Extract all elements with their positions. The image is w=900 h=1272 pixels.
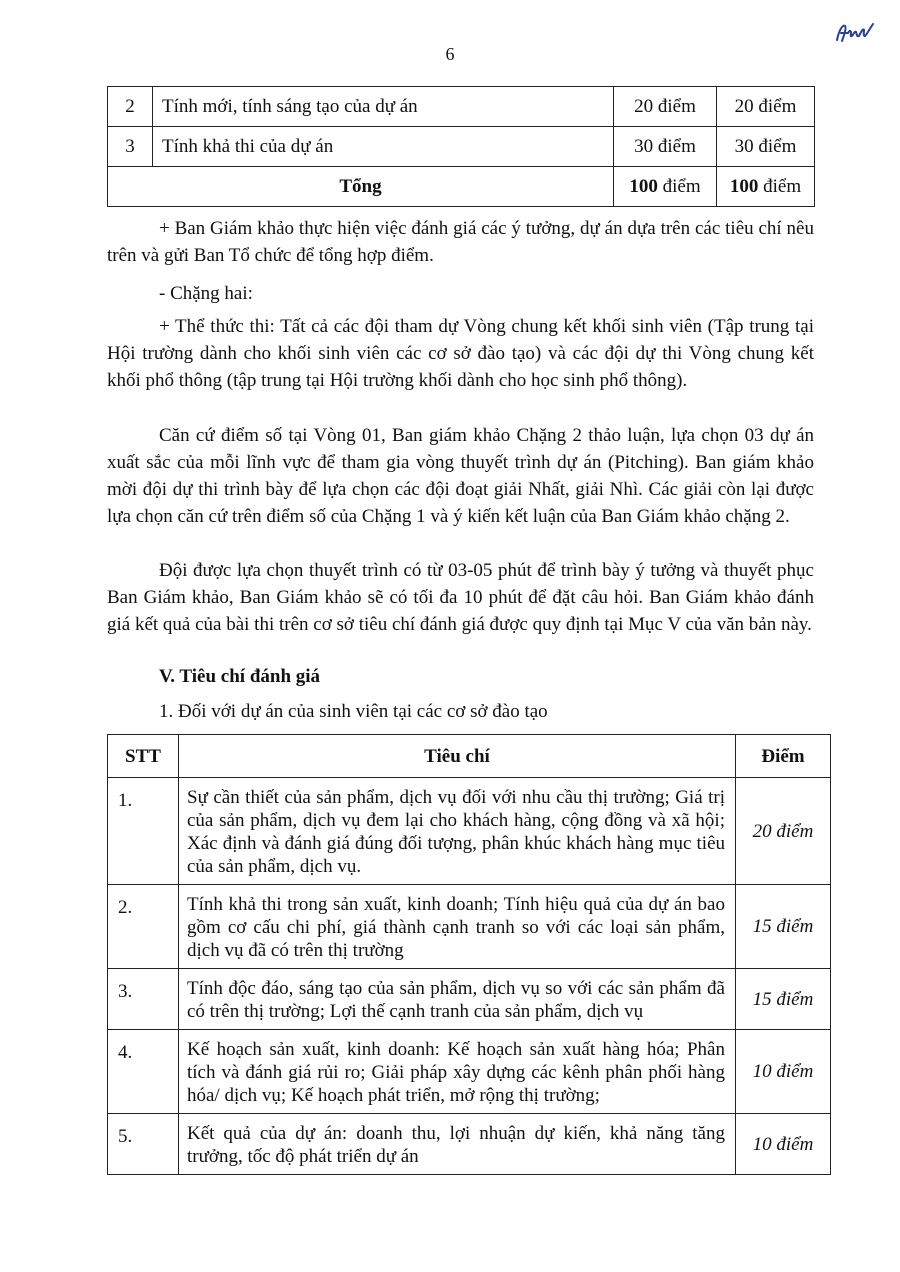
score-table: [107, 86, 815, 207]
total-max-cell: [614, 167, 717, 207]
total-max-unit: điểm: [657, 175, 701, 197]
criteria-row: [108, 778, 831, 885]
paragraph-pitching-selection: Căn cứ điểm số tại Vòng 01, Ban giám khảo Chặng 2 thảo luận, lựa chọn 03 dự án xuất sắc của mỗi lĩnh vực để tham gia vòng thuyết trình dự án (Pitching). Ban giám khảo mời đội dự thi trình bày để lựa chọn các đội đoạt giải Nhất, giải Nhì. Các giải còn lại được lựa chọn căn cứ trên điểm số của Chặng 1 và ý kiến kết luận của Ban Giám khảo chặng 2.: [107, 425, 814, 527]
header-criterion: Tiêu chí: [179, 735, 736, 778]
criteria-stt: 1.: [108, 778, 179, 885]
criteria-stt: 3.: [108, 969, 179, 1030]
criteria-points: 15 điểm: [736, 885, 831, 969]
score-cell: 30 điểm: [717, 127, 815, 167]
score-row: [108, 87, 815, 127]
row-number: 3: [108, 127, 153, 167]
total-label: Tổng: [108, 167, 614, 207]
criteria-description: Tính khả thi trong sản xuất, kinh doanh; Tính hiệu quả của dự án bao gồm cơ cấu chi phí, giá thành cạnh tranh so với các loại sản phẩm, dịch vụ đã có trên thị trường: [179, 885, 736, 969]
paragraph-presentation-rules: Đội được lựa chọn thuyết trình có từ 03-05 phút để trình bày ý tưởng và thuyết phục Ban Giám khảo, Ban Giám khảo sẽ có tối đa 10 phút để đặt câu hỏi. Ban Giám khảo đánh giá kết quả của bài thi trên cơ sở tiêu chí đánh giá được quy định tại Mục V của văn bản này.: [107, 560, 814, 635]
paragraph-stage-two: - Chặng hai:: [159, 283, 253, 304]
section-heading: V. Tiêu chí đánh giá: [159, 666, 321, 687]
criterion-cell: Tính khả thi của dự án: [153, 127, 614, 167]
criteria-row: [108, 1030, 831, 1114]
paragraph-evaluation-note: + Ban Giám khảo thực hiện việc đánh giá các ý tưởng, dự án dựa trên các tiêu chí nêu trên và gửi Ban Tổ chức để tổng hợp điểm.: [107, 218, 814, 266]
subsection-title: 1. Đối với dự án của sinh viên tại các cơ sở đào tạo: [159, 701, 548, 722]
criteria-stt: 5.: [108, 1114, 179, 1175]
total-max-number: 100: [629, 175, 658, 197]
criteria-points: 20 điểm: [736, 778, 831, 885]
criteria-table: [107, 734, 831, 1175]
criteria-points: 10 điểm: [736, 1030, 831, 1114]
criteria-stt: 2.: [108, 885, 179, 969]
criteria-row: [108, 969, 831, 1030]
header-stt: STT: [108, 735, 179, 778]
total-score-cell: [717, 167, 815, 207]
row-number: 2: [108, 87, 153, 127]
criteria-description: Sự cần thiết của sản phẩm, dịch vụ đối với nhu cầu thị trường; Giá trị của sản phẩm, dịch vụ đem lại cho khách hàng, cộng đồng và xã hội; Xác định và đánh giá đúng đối tượng, phân khúc khách hàng mục tiêu của sản phẩm, dịch vụ.: [179, 778, 736, 885]
score-row: [108, 127, 815, 167]
criterion-cell: Tính mới, tính sáng tạo của dự án: [153, 87, 614, 127]
criteria-points: 10 điểm: [736, 1114, 831, 1175]
criteria-description: Kế hoạch sản xuất, kinh doanh: Kế hoạch sản xuất hàng hóa; Phân tích và đánh giá rủi ro; Giải pháp xây dựng các kênh phân phối hàng hóa/ dịch vụ; Kế hoạch phát triển, mở rộng thị trường;: [179, 1030, 736, 1114]
score-cell: 20 điểm: [717, 87, 815, 127]
total-row: [108, 167, 815, 207]
criteria-stt: 4.: [108, 1030, 179, 1114]
max-score-cell: 30 điểm: [614, 127, 717, 167]
total-score-number: 100: [729, 175, 759, 197]
criteria-description: Kết quả của dự án: doanh thu, lợi nhuận dự kiến, khả năng tăng trưởng, tốc độ phát triển dự án: [179, 1114, 736, 1175]
criteria-header-row: [108, 735, 831, 778]
total-score-unit: điểm: [758, 175, 802, 197]
criteria-row: [108, 885, 831, 969]
criteria-row: [108, 1114, 831, 1175]
criteria-description: Tính độc đáo, sáng tạo của sản phẩm, dịch vụ so với các sản phẩm đã có trên thị trường; Lợi thế cạnh tranh của sản phẩm, dịch vụ: [179, 969, 736, 1030]
max-score-cell: 20 điểm: [614, 87, 717, 127]
criteria-points: 15 điểm: [736, 969, 831, 1030]
signature-mark: [833, 18, 879, 52]
page-number: 6: [445, 44, 455, 64]
paragraph-competition-format: + Thể thức thi: Tất cả các đội tham dự Vòng chung kết khối sinh viên (Tập trung tại Hội trường dành cho khối sinh viên các cơ sở đào tạo) và các đội dự thi Vòng chung kết khối phổ thông (tập trung tại Hội trường khối dành cho học sinh phổ thông).: [107, 316, 814, 391]
header-points: Điểm: [736, 735, 831, 778]
